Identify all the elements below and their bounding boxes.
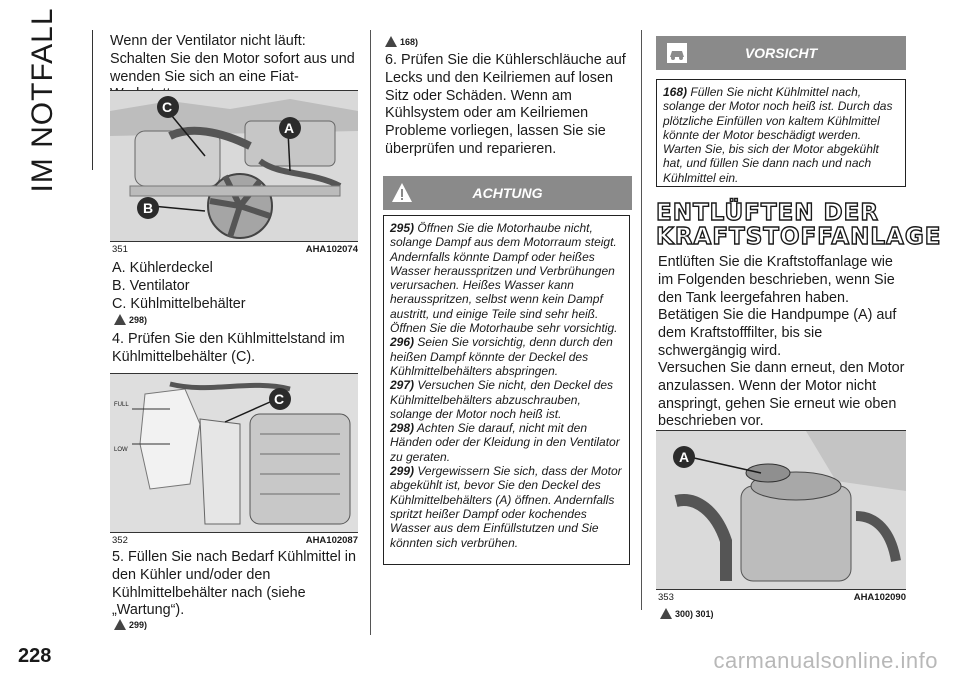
figure-352-caption: 352 AHA102087 [112,535,358,546]
engine-fan-illustration [110,91,358,241]
legend-item: B. Ventilator [112,277,190,294]
bleed-instructions: Entlüften Sie die Kraftstoffanlage wie im Folgenden beschrieben, wenn Sie den Tank leergefahren haben. Betätigen Sie die Handpumpe (A) auf dem Kraftstofffilter, bis sie schwergängig wird. [658,254,897,359]
coolant-reservoir-illustration [110,374,358,532]
step-4: 4. Prüfen Sie den Kühlmittelstand im Kühlmittelbehälter (C). [112,331,345,365]
step-6: 6. Prüfen Sie die Kühlerschläuche auf Lecks und den Keilriemen auf losen Sitz oder Schäden. Wenn am Kühlsystem oder am Keilriemen Probleme vorliegen, lassen Sie sie überprüfen und reparieren. [385,52,626,157]
column-separator-1 [370,30,371,635]
figure-351: C A B [110,90,358,242]
caution-icon [385,36,397,47]
section-heading-line2: KRAFTSTOFFANLAGE [656,224,942,250]
warning-item-296: 296) Seien Sie vorsichtig, denn durch den heißen Dampf könnte der Deckel des Kühlmittelbehälters abspringen. [390,335,613,378]
section-title: IM NOTFALL [26,7,59,193]
legend-item: A. Kühlerdeckel [112,260,213,276]
achtung-header: ACHTUNG [383,176,632,210]
section-divider [92,30,93,170]
warning-item-298: 298) Achten Sie darauf, nicht mit den Händen oder der Kleidung in den Ventilator zu geraten. [390,421,620,464]
warning-icon [114,619,126,630]
reference-168: 168) [385,36,418,47]
watermark: carmanualsonline.info [713,648,938,673]
restart-instructions: Versuchen Sie dann erneut, den Motor anzulassen. Wenn der Motor nicht anspringt, gehen Sie erneut wie oben beschrieben vor. [658,360,905,430]
step-5: 5. Füllen Sie nach Bedarf Kühlmittel in den Kühler und/oder den Kühlmittelbehälter nach (siehe „Wartung“). [112,549,356,619]
legend-list [112,260,362,313]
caution-item-168: 168) Füllen Sie nicht Kühlmittel nach, solange der Motor noch heiß ist. Durch das plötzliche Einfüllen von kaltem Kühlmittel könnte der Motor beschädigt werden. Warten Sie, bis sich der Motor abgekühlt hat, und füllen Sie dann nach und nach Kühlmittel ein. [663,85,893,185]
warning-item-295: 295) Öffnen Sie die Motorhaube nicht, solange Dampf aus dem Motorraum steigt. Andernfalls könnte Dampf oder heißes Wasser herausspritzen und Verbrühungen verursachen. Heißes Wasser kann herausspritzen, selbst wenn kein Dampf austritt, und einige Teile sind sehr heiß. [390,221,617,321]
vorsicht-header: VORSICHT [656,36,906,70]
intro-text: Wenn der Ventilator nicht läuft: Schalten Sie den Motor sofort aus und wenden Sie sich an eine Fiat- [110,33,355,85]
page-number: 228 [18,645,52,667]
figure-352: C FULL LOW [110,373,358,533]
achtung-box [383,215,630,565]
warning-icon [660,608,672,619]
column-separator-2 [641,30,642,610]
warning-item-295-extra: Öffnen Sie die Motorhaube sehr vorsichtig. [390,321,618,336]
figure-353-caption: 353 AHA102090 [658,592,906,603]
legend-item: C. Kühlmittelbehälter [112,295,246,312]
warning-item-297: 297) Versuchen Sie nicht, den Deckel des Kühlmittelbehälters abzuschrauben, solange der Motor noch heiß ist. [390,378,614,421]
section-heading-line1: ENTLÜFTEN DER [656,200,880,226]
reference-299: 299) [114,619,147,630]
fuel-filter-illustration [656,431,906,589]
warning-icon [114,314,126,325]
vorsicht-box [656,79,906,187]
reference-298: 298) [114,314,147,325]
reference-300-301: 300) 301) [660,608,714,619]
warning-item-299: 299) Vergewissern Sie sich, dass der Motor abgekühlt ist, bevor Sie den Deckel des Kühlmittelbehälters (A) öffnen. Andernfalls spritzt heißer Dampf oder kochendes Wasser aus dem Einfüllstutzen und Sie könnten sich verbrühen. [390,464,622,550]
figure-351-caption: 351 AHA102074 [112,244,358,255]
figure-353: A [656,430,906,590]
